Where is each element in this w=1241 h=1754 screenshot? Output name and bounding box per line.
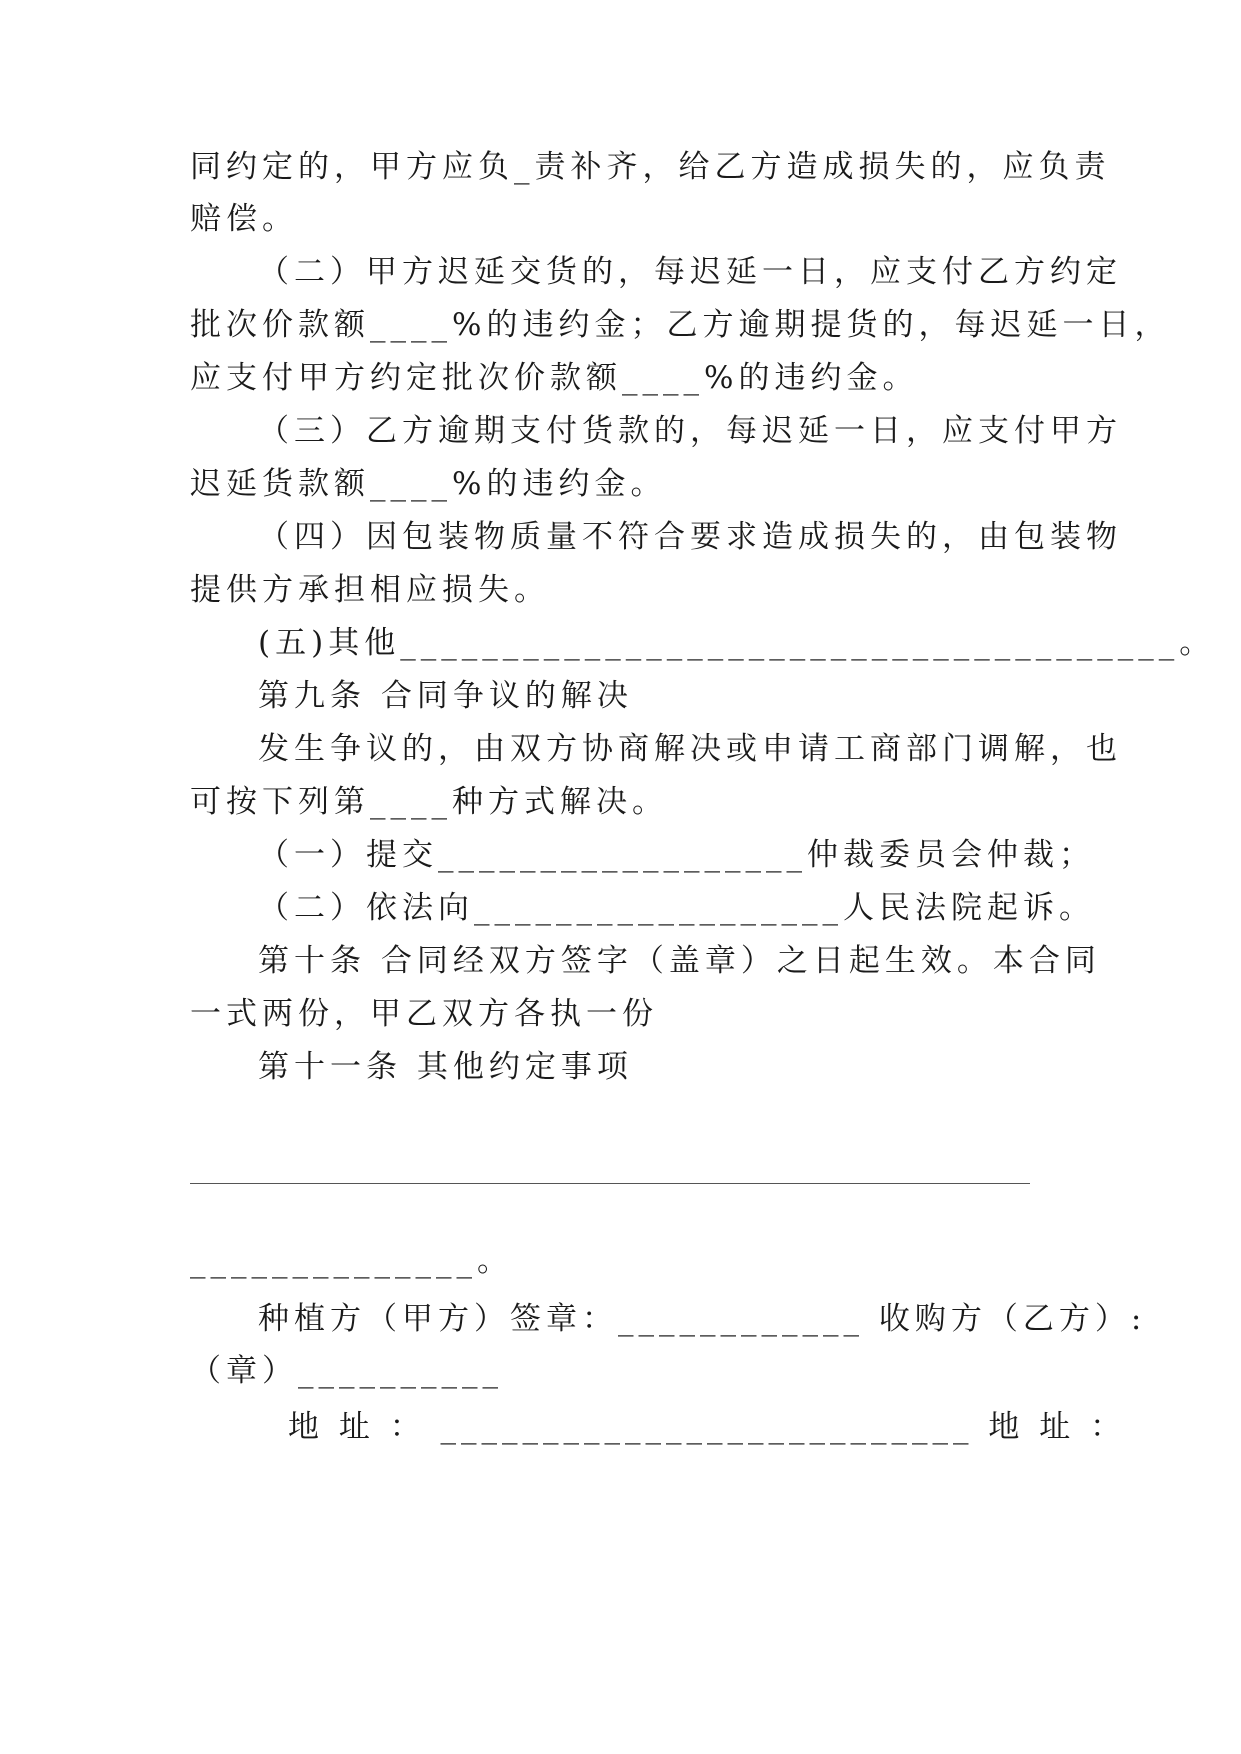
text-line: 提供方承担相应损失。 bbox=[190, 572, 550, 608]
text-line: ______________。 bbox=[190, 1243, 513, 1279]
text-line: （四）因包装物质量不符合要求造成损失的，由包装物 bbox=[258, 519, 1122, 555]
blank-fill-line bbox=[190, 1183, 1030, 1184]
text-line: 批次价款额____%的违约金；乙方逾期提货的，每迟延一日， bbox=[190, 307, 1171, 343]
text-line: （二）依法向__________________人民法院起诉。 bbox=[258, 890, 1095, 926]
text-line: 可按下列第____种方式解决。 bbox=[190, 784, 668, 820]
text-line: （一）提交__________________仲裁委员会仲裁； bbox=[258, 837, 1095, 873]
text-line: 赔偿。 bbox=[190, 201, 298, 237]
text-line: 应支付甲方约定批次价款额____%的违约金。 bbox=[190, 360, 919, 396]
text-line: （二）甲方迟延交货的，每迟延一日，应支付乙方约定 bbox=[258, 254, 1122, 290]
text-line: 同约定的，甲方应负_责补齐，给乙方造成损失的，应负责 bbox=[190, 149, 1111, 185]
text-line: 发生争议的，由双方协商解决或申请工商部门调解，也 bbox=[258, 731, 1122, 767]
signature-line: （章）__________ bbox=[190, 1353, 503, 1389]
signature-line: 种植方（甲方）签章：____________ 收购方（乙方）: bbox=[258, 1301, 1147, 1337]
text-line: (五)其他______________________________________。 bbox=[258, 625, 1216, 661]
address-line: 地 址 ： __________________________ 地 址 ： bbox=[288, 1409, 1127, 1445]
article-heading: 第九条 合同争议的解决 bbox=[258, 678, 633, 714]
article-heading: 第十一条 其他约定事项 bbox=[258, 1049, 633, 1085]
article-heading: 第十条 合同经双方签字（盖章）之日起生效。本合同 bbox=[258, 943, 1101, 979]
text-line: 迟延货款额____%的违约金。 bbox=[190, 466, 667, 502]
text-line: （三）乙方逾期支付货款的，每迟延一日，应支付甲方 bbox=[258, 413, 1122, 449]
text-line: 一式两份，甲乙双方各执一份 bbox=[190, 996, 658, 1032]
